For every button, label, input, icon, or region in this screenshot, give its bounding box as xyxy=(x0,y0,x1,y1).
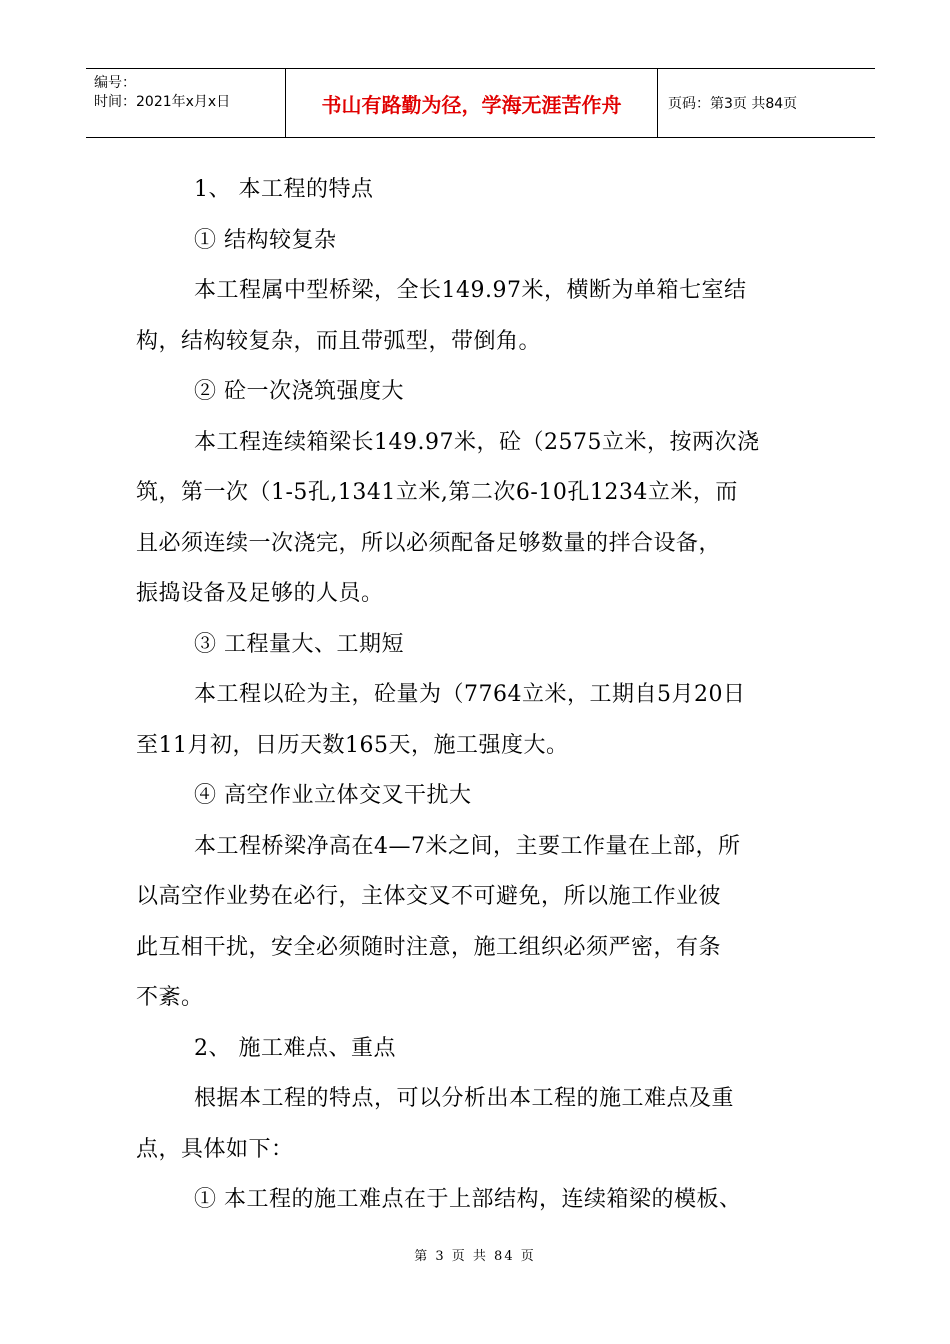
body-text-line: 本工程属中型桥梁，全长149.97米，横断为单箱七室结 xyxy=(194,278,747,303)
header-meta-cell xyxy=(86,69,286,137)
body-text-line: 以高空作业势在必行，主体交叉不可避免，所以施工作业彼 xyxy=(136,884,722,909)
header-page-info: 页码：第3页 共84页 xyxy=(668,96,798,112)
body-text-line: 本工程连续箱梁长149.97米，砼（2575立米，按两次浇 xyxy=(194,429,760,455)
document-body xyxy=(136,165,826,1226)
body-text-line: 筑，第一次（1-5孔,1341立米,第二次6-10孔1234立米，而 xyxy=(136,480,738,505)
body-text-line: 至11月初，日历天数165天，施工强度大。 xyxy=(136,732,569,758)
body-text-line: ④ 高空作业立体交叉干扰大 xyxy=(194,783,472,808)
header-time-label: 时间：2021年x月x日 xyxy=(94,94,231,110)
body-text-line: 此互相干扰，安全必须随时注意，施工组织必须严密，有条 xyxy=(136,934,722,960)
header-number-label: 编号： xyxy=(94,75,136,91)
page-header xyxy=(86,68,875,138)
body-text-line: ① 本工程的施工难点在于上部结构，连续箱梁的模板、 xyxy=(194,1187,742,1212)
body-text-line: 点，具体如下： xyxy=(136,1136,294,1162)
body-text-line: 不紊。 xyxy=(136,985,204,1010)
body-text-line: ① 结构较复杂 xyxy=(194,227,337,253)
body-text-line: ③ 工程量大、工期短 xyxy=(194,631,404,657)
body-text-line: ② 砼一次浇筑强度大 xyxy=(194,379,404,404)
body-text-line: 振捣设备及足够的人员。 xyxy=(136,581,384,606)
page-footer: 第 3 页 共 84 页 xyxy=(414,1249,536,1264)
body-text-line: 2、 施工难点、重点 xyxy=(194,1035,396,1061)
body-text-line: 1、 本工程的特点 xyxy=(194,177,374,202)
body-text-line: 根据本工程的特点，可以分析出本工程的施工难点及重 xyxy=(194,1086,735,1111)
body-text-line: 且必须连续一次浇完，所以必须配备足够数量的拌合设备， xyxy=(136,530,722,556)
body-text-line: 本工程以砼为主，砼量为（7764立米，工期自5月20日 xyxy=(194,682,746,707)
body-text-line: 构，结构较复杂，而且带弧型，带倒角。 xyxy=(136,328,542,354)
header-motto: 书山有路勤为径，学海无涯苦作舟 xyxy=(286,69,658,137)
body-text-line: 本工程桥梁净高在4—7米之间，主要工作量在上部，所 xyxy=(194,833,741,859)
